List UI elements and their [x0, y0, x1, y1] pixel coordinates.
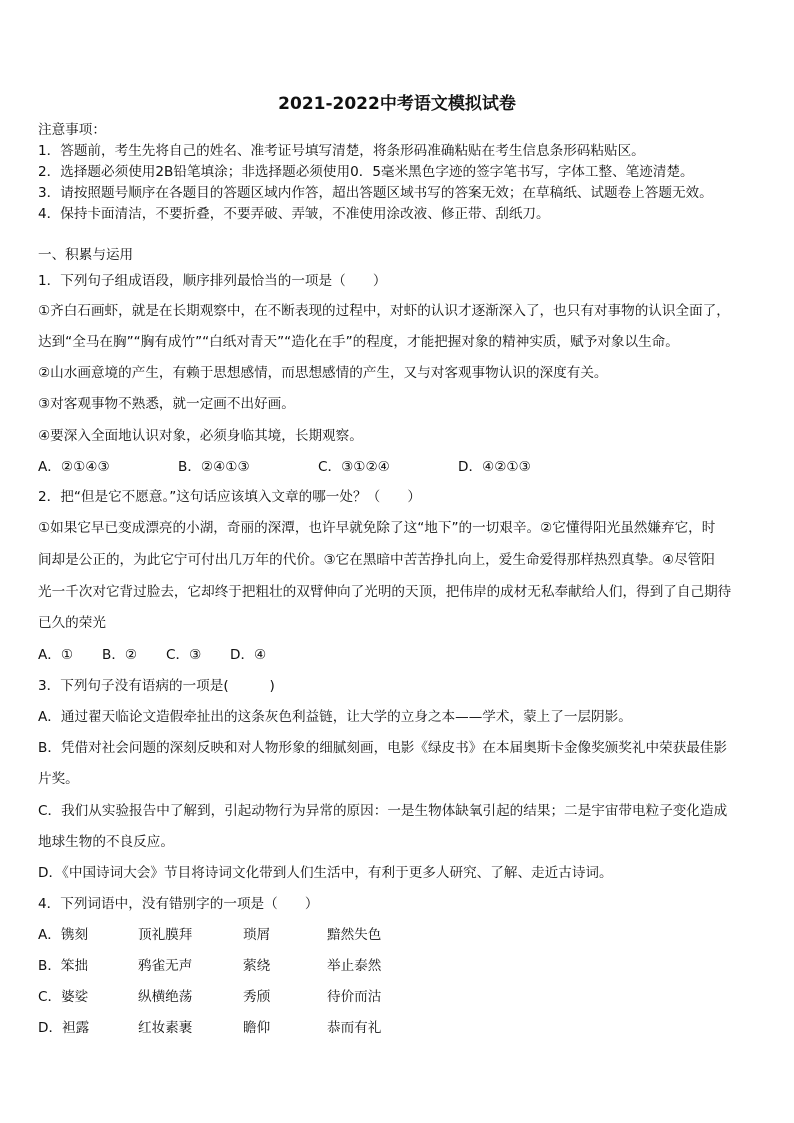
- option-cell: 纵横绝荡: [138, 989, 193, 1005]
- question-1-line: 达到“全马在胸”“胸有成竹”“白纸对青天”“造化在手”的程度，才能把握对象的精神实质，赋予对象以生命。: [38, 334, 679, 350]
- question-3-line: B．凭借对社会问题的深刻反映和对人物形象的细腻刻画，电影《绿皮书》在本届奥斯卡金像奖颁奖礼中荣获最佳影: [38, 740, 728, 756]
- section-heading: 一、积累与运用: [38, 247, 134, 263]
- notice-item: 4．保持卡面清洁，不要折叠，不要弄破、弄皱，不准使用涂改液、修正带、刮纸刀。: [38, 206, 550, 222]
- question-2-stem: 2．把“但是它不愿意。”这句话应该填入文章的哪一处？（ ）: [38, 489, 421, 505]
- question-3-line: D．《中国诗词大会》节目将诗词文化带到人们生活中，有利于更多人研究、了解、走近古诗词。: [38, 865, 613, 881]
- question-2-line: 已久的荣光: [38, 615, 106, 631]
- question-2-line: 光一千次对它背过脸去，它却终于把粗壮的双臂伸向了光明的天顶，把伟岸的成材无私奉献给人们，得到了自己期待: [38, 584, 732, 600]
- option-cell: 黯然失色: [327, 927, 382, 943]
- question-2-options: [38, 646, 294, 664]
- option-c: C．③①②④: [318, 459, 390, 475]
- option-cell: 举止泰然: [327, 958, 382, 974]
- question-1-line: ②山水画意境的产生，有赖于思想感情，而思想感情的产生，又与对客观事物认识的深度有关。: [38, 365, 608, 381]
- notice-item: 1．答题前，考生先将自己的姓名、准考证号填写清楚，将条形码准确粘贴在考生信息条形码粘贴区。: [38, 143, 645, 159]
- question-4-stem: 4．下列词语中，没有错别字的一项是（ ）: [38, 896, 319, 912]
- question-3-line: 地球生物的不良反应。: [38, 834, 174, 850]
- option-b: B．②④①③: [178, 459, 250, 475]
- option-cell: 鸦雀无声: [138, 958, 193, 974]
- question-1-options: [38, 458, 598, 476]
- question-2-line: ①如果它早已变成漂亮的小湖，奇丽的深潭，也许早就免除了这“地下”的一切艰辛。②它懂得阳光虽然嫌弃它，时: [38, 520, 716, 536]
- option-d: D．④②①③: [458, 459, 531, 475]
- option-b: B．②: [102, 647, 138, 663]
- question-3-line: A．通过翟天临论文造假牵扯出的这条灰色利益链，让大学的立身之本——学术，蒙上了一层阴影。: [38, 709, 632, 725]
- option-cell: 顶礼膜拜: [138, 927, 193, 943]
- question-3-line: C．我们从实验报告中了解到，引起动物行为异常的原因：一是生物体缺氧引起的结果；二是宇宙带电粒子变化造成: [38, 803, 728, 819]
- question-1-line: ①齐白石画虾，就是在长期观察中，在不断表现的过程中，对虾的认识才逐渐深入了，也只有对事物的认识全面了，: [38, 303, 730, 319]
- option-cell: 秀颀: [243, 989, 271, 1005]
- option-cell: A．镌刻: [38, 927, 89, 943]
- question-2-line: 间却是公正的，为此它宁可付出几万年的代价。③它在黑暗中苦苦挣扎向上，爱生命爱得那样热烈真挚。④尽管阳: [38, 552, 715, 568]
- question-3-line: 片奖。: [38, 771, 79, 787]
- option-cell: 萦绕: [243, 958, 271, 974]
- option-a: A．②①④③: [38, 459, 110, 475]
- option-cell: 恭而有礼: [327, 1020, 382, 1036]
- question-1-stem: 1．下列句子组成语段，顺序排列最恰当的一项是（ ）: [38, 273, 387, 289]
- option-cell: B．笨拙: [38, 958, 89, 974]
- option-cell: D．袒露: [38, 1020, 90, 1036]
- question-3-stem: 3．下列句子没有语病的一项是( ): [38, 678, 275, 694]
- option-a: A．①: [38, 647, 74, 663]
- option-cell: 琐屑: [243, 927, 271, 943]
- notice-item: 3．请按照题号顺序在各题目的答题区域内作答，超出答题区域书写的答案无效；在草稿纸、试题卷上答题无效。: [38, 185, 713, 201]
- option-cell: 瞻仰: [243, 1020, 271, 1036]
- notice-heading: 注意事项：: [38, 122, 106, 138]
- option-d: D．④: [230, 647, 267, 663]
- question-1-line: ③对客观事物不熟悉，就一定画不出好画。: [38, 396, 295, 412]
- notice-item: 2．选择题必须使用2B铅笔填涂；非选择题必须使用0．5毫米黑色字迹的签字笔书写，字体工整、笔迹清楚。: [38, 164, 694, 180]
- option-cell: 红妆素裹: [138, 1020, 193, 1036]
- page-title: 2021-2022中考语文模拟试卷: [278, 94, 516, 114]
- question-1-line: ④要深入全面地认识对象，必须身临其境，长期观察。: [38, 428, 363, 444]
- option-cell: 待价而沽: [327, 989, 382, 1005]
- option-c: C．③: [166, 647, 202, 663]
- option-cell: C．婆娑: [38, 989, 89, 1005]
